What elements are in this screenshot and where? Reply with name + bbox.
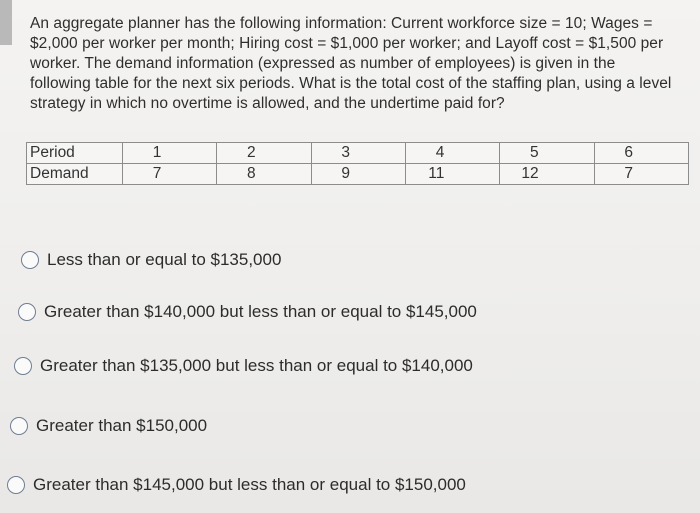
radio-button-icon[interactable] bbox=[7, 476, 25, 494]
demand-cell: 11 bbox=[405, 164, 499, 185]
demand-cell: 7 bbox=[594, 164, 688, 185]
answer-option-label: Greater than $135,000 but less than or equal to $140,000 bbox=[40, 356, 473, 375]
answer-option-2[interactable] bbox=[18, 302, 477, 322]
period-cell: 5 bbox=[500, 143, 594, 164]
radio-button-icon[interactable] bbox=[10, 417, 28, 435]
demand-cell: 7 bbox=[123, 164, 217, 185]
demand-cell: 9 bbox=[311, 164, 405, 185]
demand-cell: 12 bbox=[500, 164, 594, 185]
left-accent-bar bbox=[0, 0, 12, 45]
radio-button-icon[interactable] bbox=[18, 303, 36, 321]
answer-option-3[interactable] bbox=[14, 356, 473, 376]
answer-option-label: Greater than $140,000 but less than or equal to $145,000 bbox=[44, 302, 477, 321]
period-cell: 2 bbox=[217, 143, 311, 164]
table-row-period bbox=[27, 143, 689, 164]
question-text: An aggregate planner has the following information: Current workforce size = 10; Wages = $2,000 per worker per month; Hiring cost = $1,000 per worker; and Layoff cost = $1,500 per worker. The demand information (expressed as number of employees) is given in the following table for the next six periods. What is the total cost of the staffing plan, using a level strategy in which no overtime is allowed, and the undertime paid for? bbox=[30, 15, 672, 112]
answer-option-label: Less than or equal to $135,000 bbox=[47, 250, 282, 269]
answer-option-5[interactable] bbox=[7, 475, 466, 495]
demand-table bbox=[26, 142, 689, 185]
row-label-period: Period bbox=[27, 143, 123, 164]
radio-button-icon[interactable] bbox=[14, 357, 32, 375]
table-row-demand bbox=[27, 164, 689, 185]
period-cell: 1 bbox=[123, 143, 217, 164]
answer-option-4[interactable] bbox=[10, 416, 207, 436]
period-cell: 6 bbox=[594, 143, 688, 164]
answer-option-label: Greater than $145,000 but less than or equal to $150,000 bbox=[33, 475, 466, 494]
demand-cell: 8 bbox=[217, 164, 311, 185]
answer-option-label: Greater than $150,000 bbox=[36, 416, 208, 435]
row-label-demand: Demand bbox=[27, 164, 123, 185]
answer-option-1[interactable] bbox=[21, 250, 281, 270]
period-cell: 3 bbox=[311, 143, 405, 164]
radio-button-icon[interactable] bbox=[21, 251, 39, 269]
period-cell: 4 bbox=[405, 143, 499, 164]
